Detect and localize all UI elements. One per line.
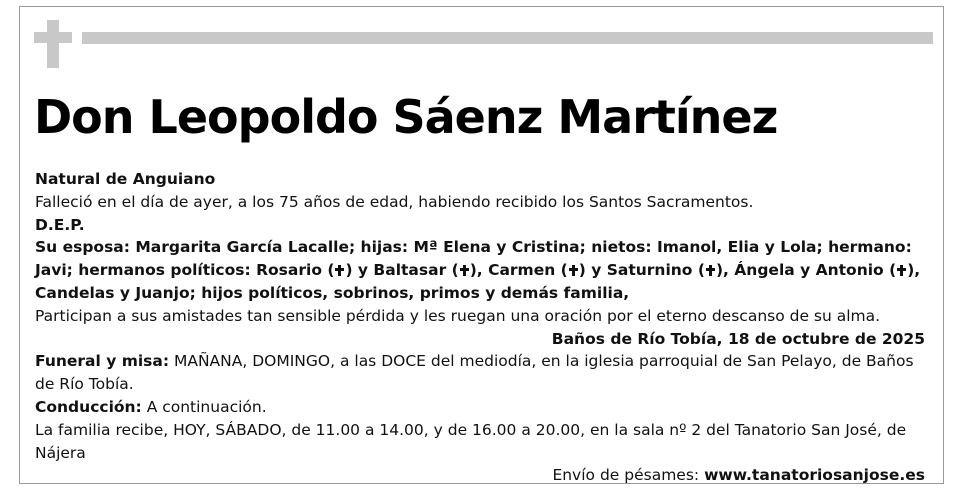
header-bar xyxy=(82,32,933,44)
family-list xyxy=(35,236,925,304)
prayer-request: Participan a sus amistades tan sensible pérdida y les ruegan una oración por el eterno descanso de su alma. xyxy=(35,306,881,325)
funeral-line xyxy=(35,350,925,396)
condolences-label: Envío de pésames: xyxy=(552,466,705,485)
funeral-label: Funeral y misa: xyxy=(35,352,170,371)
condolences-link[interactable]: www.tanatoriosanjose.es xyxy=(704,466,925,485)
small-cross-icon xyxy=(335,265,344,276)
conduction-text: A continuación. xyxy=(141,397,267,416)
conduction-line xyxy=(35,396,925,419)
cross-icon xyxy=(34,20,72,68)
family-text-4: ) y Saturnino ( xyxy=(578,261,705,280)
family-text-6: ), Candelas y Juanjo; hijos políticos, sobrinos, primos y demás familia, xyxy=(35,261,921,302)
small-cross-icon xyxy=(569,265,578,276)
obituary-body xyxy=(35,168,925,487)
death-notice: Falleció en el día de ayer, a los 75 años de edad, habiendo recibido los Santos Sacramentos. xyxy=(35,192,754,211)
family-text-3: ), Carmen ( xyxy=(469,261,568,280)
condolences-line xyxy=(35,464,925,487)
small-cross-icon xyxy=(897,265,906,276)
small-cross-icon xyxy=(706,265,715,276)
dep-line: D.E.P. xyxy=(35,215,85,234)
family-text-5: ), Ángela y Antonio ( xyxy=(715,261,897,280)
family-receives: La familia recibe, HOY, SÁBADO, de 11.00 a 14.00, y de 16.00 a 20.00, en la sala nº 2 del Tanatorio San José, de Nájera xyxy=(35,420,907,462)
family-text-2: ) y Baltasar ( xyxy=(345,261,459,280)
family-text-1: Su esposa: Margarita García Lacalle; hijas: Mª Elena y Cristina; nietos: Imanol, Elia y Lola; hermano: Javi; hermanos políticos: Rosario ( xyxy=(35,238,912,280)
origin-line: Natural de Anguiano xyxy=(35,170,216,188)
small-cross-icon xyxy=(460,265,469,276)
funeral-text: MAÑANA, DOMINGO, a las DOCE del mediodía, en la iglesia parroquial de San Pelayo, de Baños de Río Tobía. xyxy=(35,352,914,394)
conduction-label: Conducción: xyxy=(35,397,142,416)
deceased-name: Don Leopoldo Sáenz Martínez xyxy=(34,90,778,144)
place-date: Baños de Río Tobía, 18 de octubre de 2025 xyxy=(551,329,925,348)
